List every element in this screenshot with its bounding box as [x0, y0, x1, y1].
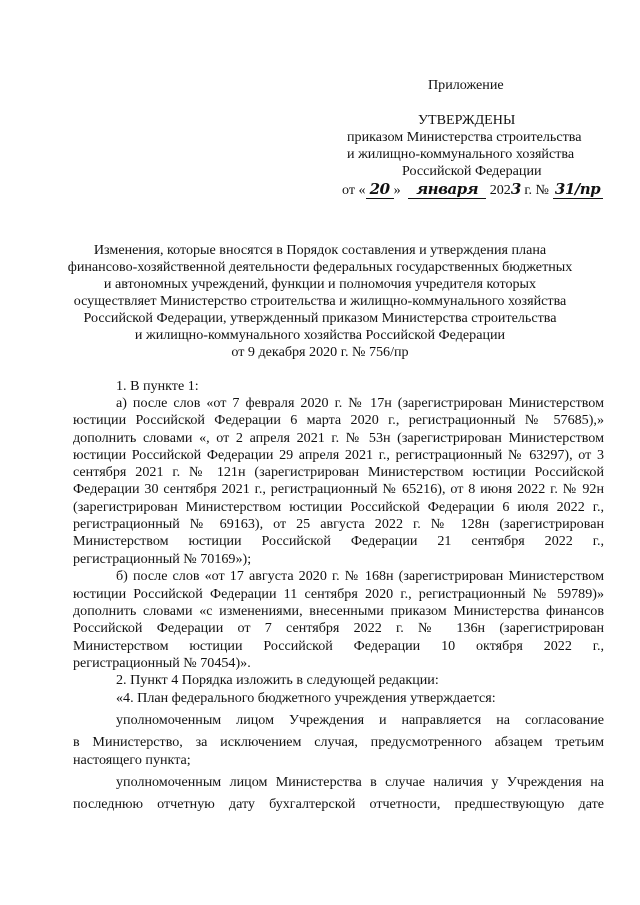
- date-day-handwritten: 20: [369, 180, 390, 198]
- appendix-label: Приложение: [428, 77, 504, 93]
- approval-date-line: [342, 181, 603, 199]
- date-number-handwritten: 31/пр: [554, 180, 601, 198]
- date-year-prefix: 202: [489, 182, 511, 198]
- body-line: регистрационный № 70454)».: [73, 655, 251, 671]
- date-number-label: г. №: [524, 182, 549, 198]
- body-line: настоящего пункта;: [73, 752, 191, 768]
- body-line: регистрационный № 69163), от 25 августа 2022 г. № 128н (зарегистрирован: [73, 516, 604, 532]
- document-title-line: от 9 декабря 2020 г. № 756/пр: [231, 344, 409, 360]
- body-line: Федерации 30 сентября 2021 г., регистрационный № 65216), от 8 июня 2022 г. № 92н: [73, 481, 604, 497]
- body-line: б) после слов «от 17 августа 2020 г. № 168н (зарегистрирован Министерством: [116, 568, 604, 584]
- body-line: 1. В пункте 1:: [116, 378, 199, 394]
- document-title-line: и автономных учреждений, функции и полномочия учредителя которых: [103, 276, 537, 292]
- date-quote-close: »: [393, 182, 401, 198]
- document-title-line: финансово-хозяйственной деятельности федеральных государственных бюджетных: [67, 259, 573, 275]
- body-line: Российской Федерации от 7 сентября 2022 г. № 136н (зарегистрирован: [73, 620, 604, 636]
- date-month-field: [408, 181, 486, 199]
- body-line: а) после слов «от 7 февраля 2020 г. № 17н (зарегистрирован Министерством: [116, 395, 604, 411]
- body-line: дополнить словами «, от 2 апреля 2021 г. № 53н (зарегистрирован Министерством: [73, 430, 604, 446]
- approved-label: УТВЕРЖДЕНЫ: [418, 112, 516, 128]
- body-line: сентября 2021 г. № 121н (зарегистрирован Министерством юстиции Российской: [73, 464, 604, 480]
- date-month-handwritten: января: [416, 180, 479, 198]
- body-line: последнюю отчетную дату бухгалтерской отчетности, предшествующую дате: [73, 796, 604, 812]
- approval-order-line: Российской Федерации: [402, 163, 542, 179]
- document-title-line: Российской Федерации, утвержденный приказом Министерства строительства: [83, 310, 557, 326]
- date-year-handwritten: 3: [510, 180, 521, 198]
- document-title-line: и жилищно-коммунального хозяйства Российской Федерации: [134, 327, 506, 343]
- approval-order-line: приказом Министерства строительства: [347, 129, 582, 145]
- body-line: (зарегистрирован Министерством юстиции Российской Федерации 6 июля 2022 г.,: [73, 499, 604, 515]
- body-line: Министерством юстиции Российской Федерации 10 октября 2022 г.,: [73, 638, 604, 654]
- body-line: 2. Пункт 4 Порядка изложить в следующей редакции:: [116, 672, 439, 688]
- date-day-field: [366, 181, 394, 199]
- date-prefix: от «: [342, 182, 366, 198]
- body-line: юстиции Российской Федерации 6 марта 2020 г., регистрационный № 57685),»: [73, 412, 604, 428]
- body-line: в Министерство, за исключением случая, предусмотренного абзацем третьим: [73, 734, 604, 750]
- document-title-line: Изменения, которые вносятся в Порядок составления и утверждения плана: [93, 242, 547, 258]
- body-line: уполномоченным лицом Учреждения и направляется на согласование: [116, 712, 604, 728]
- body-line: «4. План федерального бюджетного учреждения утверждается:: [116, 690, 496, 706]
- date-number-field: [553, 181, 603, 199]
- body-line: дополнить словами «с изменениями, внесенными приказом Министерства финансов: [73, 603, 604, 619]
- approval-order-line: и жилищно-коммунального хозяйства: [347, 146, 575, 162]
- body-line: регистрационный № 70169»);: [73, 551, 252, 567]
- body-line: Министерством юстиции Российской Федерации 21 сентября 2022 г.,: [73, 533, 604, 549]
- document-title-line: осуществляет Министерство строительства и жилищно-коммунального хозяйства: [73, 293, 567, 309]
- body-line: юстиции Российской Федерации 11 сентября 2020 г., регистрационный № 59789)»: [73, 586, 604, 602]
- body-line: уполномоченным лицом Министерства в случае наличия у Учреждения на: [116, 774, 604, 790]
- body-line: юстиции Российской Федерации 29 апреля 2021 г., регистрационный № 63297), от 3: [73, 447, 604, 463]
